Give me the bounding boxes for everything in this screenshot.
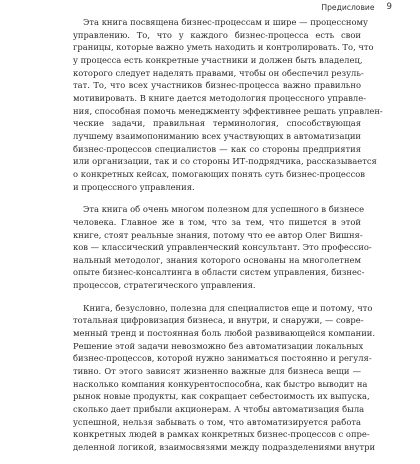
text-line: конкретных людей в рамках конкретных бизнес-процессов с опре- <box>73 429 370 440</box>
text-line: и процессного управления. <box>73 181 195 192</box>
paragraph <box>73 302 376 454</box>
text-line: менный тренд и постоянная боль любой развивающейся компании. <box>73 328 376 339</box>
text-line: границы, которые важно уметь находить и контролировать. То, что <box>73 42 374 53</box>
text-line: управлению. То, что у каждого бизнес-процесса есть свои <box>73 29 361 40</box>
text-line: насколько компания конкурентоспособна, как быстро выводит на <box>73 378 368 389</box>
text-line: Эта книга об очень многом полезном для успешного в бизнесе <box>83 204 365 215</box>
text-line: опыте бизнес-консалтинга в области систем управления, бизнес- <box>73 267 365 278</box>
running-header <box>73 0 392 14</box>
text-line: Книга, безусловно, полезна для специалистов еще и потому, что <box>83 302 373 313</box>
section-title: Предисловие <box>321 2 375 12</box>
text-line: которого следует наделять правами, чтобы он обеспечил резуль- <box>73 67 364 78</box>
text-line: Решение этой задачи невозможно без автоматизации локальных <box>73 340 364 351</box>
paragraph <box>73 16 383 193</box>
text-line: нальный методолог, знания которого основаны на многолетнем <box>73 254 361 265</box>
text-line: деленной логикой, взаимосвязями между подразделениями внутри <box>73 442 376 452</box>
text-line: ков — классический управленческий консультант. Это профессио- <box>73 242 372 253</box>
text-line: о конкретных кейсах, помогающих понять суть бизнес-процессов <box>73 168 366 179</box>
text-line: или организации, так и со стороны ИТ-подрядчика, рассказывается <box>73 156 377 167</box>
paragraph <box>73 203 372 292</box>
text-line: сколько дает прибыли акционерам. А чтобы автоматизация была <box>73 404 365 415</box>
text-line: бизнес-процессов специалистов — как со стороны предприятия <box>73 143 361 154</box>
text-line: тат. То, что всех участников бизнес-процесса важно правильно <box>73 80 361 91</box>
text-line: человека. Главное же в том, что за тем, что пишется в этой <box>73 216 361 227</box>
text-line: Эта книга посвящена бизнес-процессам и шире — процессному <box>83 17 368 27</box>
body-text <box>73 16 383 464</box>
text-line: бизнес-процессов, которой нужно заниматься постоянно и регуля- <box>73 353 372 364</box>
text-line: ния, способная помочь менеджменту эффективнее решать управлен- <box>73 105 383 116</box>
text-line: у процесса есть конкретные участники и должен быть владелец, <box>73 54 363 65</box>
text-line: успешной, нельзя забывать о том, что автоматизируется работа <box>73 416 361 427</box>
text-line: лучшему взаимопониманию всех участвующих в автоматизации <box>73 130 361 141</box>
text-line: тивно. От этого зависят жизненно важные для бизнеса вещи — <box>73 366 361 377</box>
text-line: тотальная цифровизация бизнеса, и внутри, и снаружи, — совре- <box>73 315 364 326</box>
text-line: ческие задачи, правильная терминология, способствующая <box>73 118 361 129</box>
text-line: рынок новые продукты, как сокращает себестоимость их выпуска, <box>73 391 370 402</box>
text-line: книге, стоят реальные знания, потому что ее автор Олег Вишня- <box>73 229 363 240</box>
text-line: мотивировать. В книге дается методология процессного управле- <box>73 92 367 103</box>
page-number: 9 <box>386 2 392 12</box>
text-line: процессов, стратегического управления. <box>73 280 256 291</box>
